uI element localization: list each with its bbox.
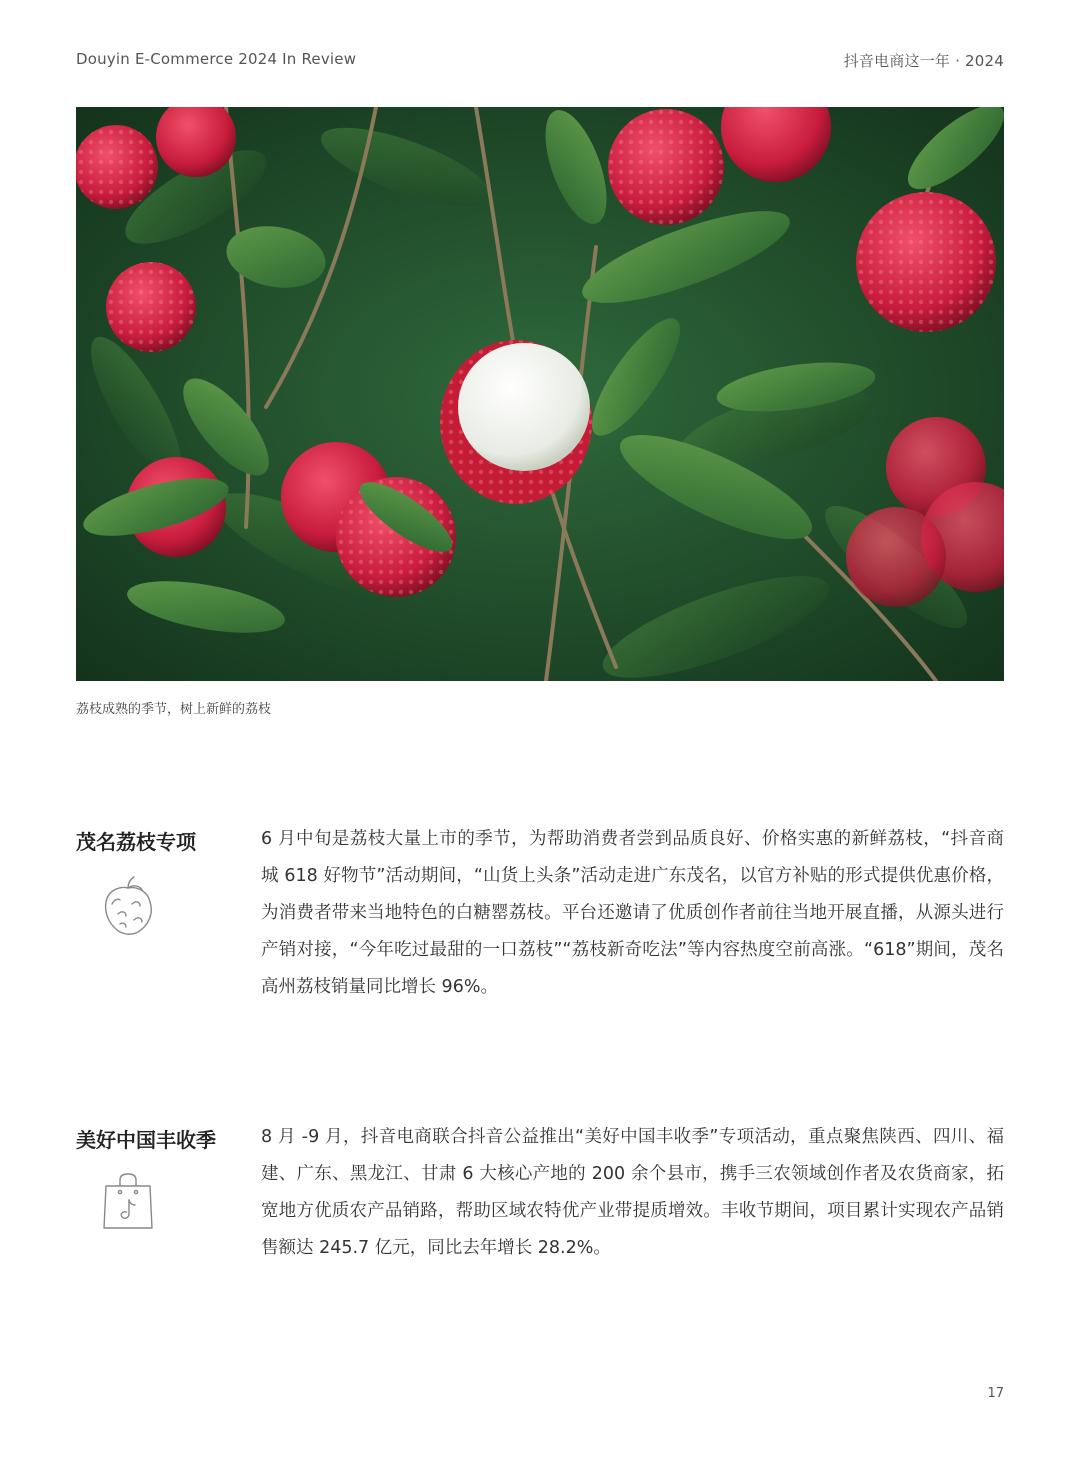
section-body-harvest-season: 8 月 -9 月，抖音电商联合抖音公益推出“美好中国丰收季”专项活动，重点聚焦陕西、四川、福建、广东、黑龙江、甘肃 6 大核心产地的 200 余个县市，携手三农领域创作者及农货商家，拓宽地方优质农产品销路，帮助区域农特优产业带提质增效。丰收节期间，项目累计实现农产品销售额达 245.7 亿元，同比去年增长 28.2%。 [261, 1127, 1004, 1258]
lychee-illustration [76, 107, 1004, 681]
header-chinese-title: 抖音电商这一年 · 2024 [843, 52, 1004, 70]
lychee-icon [98, 874, 158, 942]
shopping-bag-icon [98, 1172, 158, 1236]
section-title-harvest-season: 美好中国丰收季 [76, 1128, 216, 1152]
header-report-title: Douyin E-Commerce 2024 In Review [76, 50, 357, 68]
lychee-photo [76, 107, 1004, 681]
section-title-maoming-lychee: 茂名荔枝专项 [76, 830, 196, 854]
section-body-maoming-lychee: 6 月中旬是荔枝大量上市的季节，为帮助消费者尝到品质良好、价格实惠的新鲜荔枝，“抖音商城 618 好物节”活动期间，“山货上头条”活动走进广东茂名，以官方补贴的形式提供优惠价格，为消费者带来当地特色的白糖罂荔枝。平台还邀请了优质创作者前往当地开展直播，从源头进行产销对接，“今年吃过最甜的一口荔枝”“荔枝新奇吃法”等内容热度空前高涨。“618”期间，茂名高州荔枝销量同比增长 96%。 [261, 829, 1004, 997]
photo-caption: 荔枝成熟的季节，树上新鲜的荔枝 [76, 702, 272, 717]
page-number: 17 [987, 1386, 1004, 1401]
